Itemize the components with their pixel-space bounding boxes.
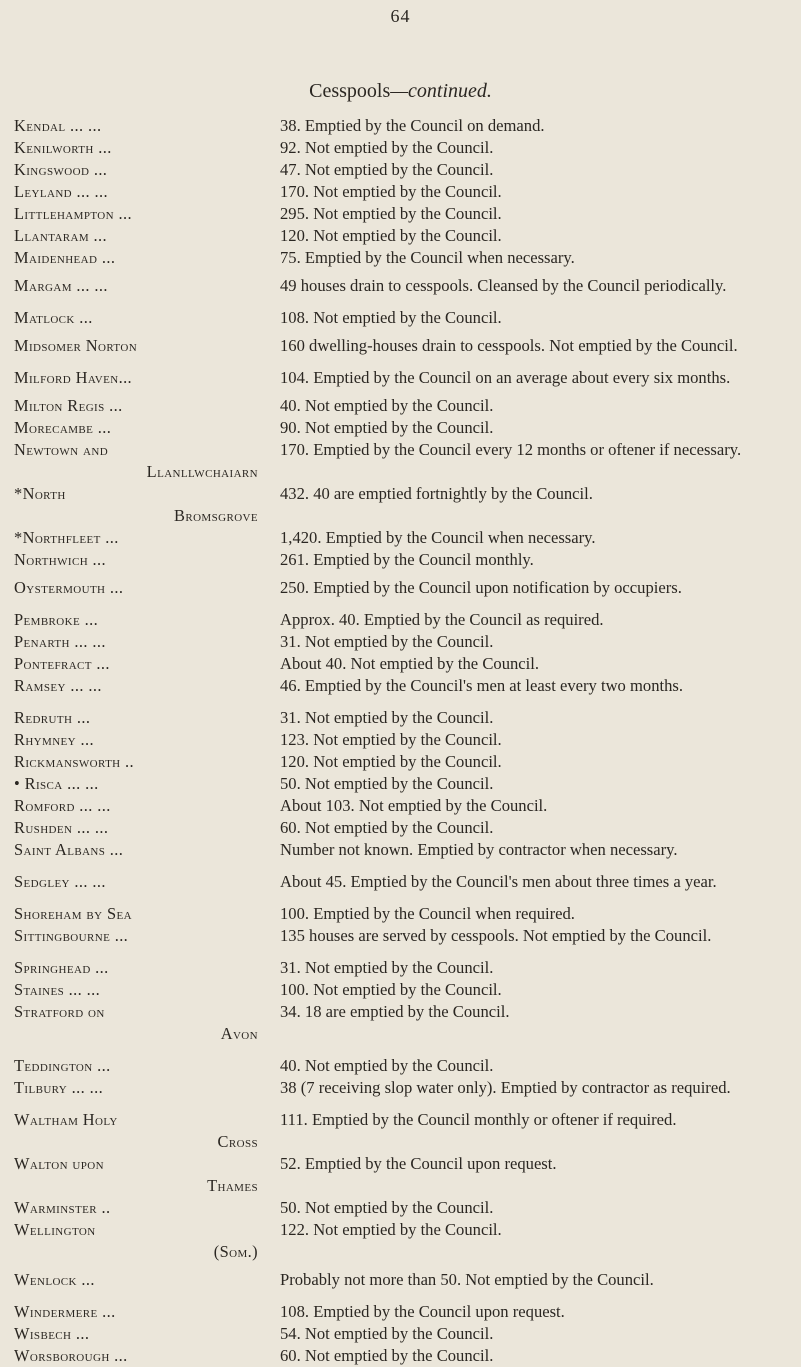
place-name-line: Maidenhead ... [14,248,116,267]
entry-description: 92. Not emptied by the Council. [280,138,494,157]
entry-description: 100. Emptied by the Council when required. [280,904,575,923]
place-name [14,367,276,389]
place-name [14,1219,276,1263]
place-name [14,203,276,225]
place-name [14,817,276,839]
entry-row [14,653,794,675]
entry-description: 31. Not emptied by the Council. [280,958,494,977]
entry-description: Probably not more than 50. Not emptied by the Council. [280,1270,654,1289]
entry-description: 38. Emptied by the Council on demand. [280,116,545,135]
place-name [14,439,276,483]
place-name [14,225,276,247]
place-name [14,181,276,203]
place-name [14,795,276,817]
entry-description: 31. Not emptied by the Council. [280,708,494,727]
place-name-line: Penarth ... ... [14,632,106,651]
entry-description: 75. Emptied by the Council when necessary. [280,248,575,267]
place-name-line: Tilbury ... ... [14,1078,104,1097]
place-name [14,1197,276,1219]
entry-description: 90. Not emptied by the Council. [280,418,494,437]
entry-row [14,577,794,599]
place-name-line: Walton upon [14,1154,104,1173]
entry-description: 1,420. Emptied by the Council when necessary. [280,528,596,547]
entry-description: About 40. Not emptied by the Council. [280,654,540,673]
place-name [14,609,276,631]
entry-description: 38 (7 receiving slop water only). Emptied by contractor as required. [280,1078,731,1097]
place-name [14,979,276,1001]
entry-row [14,903,794,925]
entry-description: 135 houses are served by cesspools. Not emptied by the Council. [280,926,712,945]
heading-main: Cesspools [309,80,391,102]
entry-row [14,115,794,137]
place-name-line: Wenlock ... [14,1270,95,1289]
place-name [14,115,276,137]
place-name [14,751,276,773]
entry-description: 54. Not emptied by the Council. [280,1324,494,1343]
entry-row [14,795,794,817]
place-name-line: Redruth ... [14,708,91,727]
place-name [14,839,276,861]
entry-row [14,1153,794,1197]
entry-description: About 103. Not emptied by the Council. [280,796,548,815]
place-name [14,1153,276,1197]
entry-row [14,773,794,795]
place-name-line: Sittingbourne ... [14,926,129,945]
place-name [14,1109,276,1153]
place-name [14,1301,276,1323]
place-name-line: Llantaram ... [14,226,108,245]
entry-row [14,247,794,269]
entry-description: 31. Not emptied by the Council. [280,632,494,651]
place-name-line: Saint Albans ... [14,840,124,859]
place-name [14,729,276,751]
place-name-line: Romford ... ... [14,796,111,815]
place-name-line: Waltham Holy [14,1110,118,1129]
entry-row [14,1219,794,1263]
place-name-line: Kenilworth ... [14,138,112,157]
place-name [14,527,276,549]
place-name-line: Midsomer Norton [14,336,138,355]
place-name [14,417,276,439]
place-name-line: Rhymney ... [14,730,94,749]
entry-description: 250. Emptied by the Council upon notification by occupiers. [280,578,682,597]
entry-row [14,181,794,203]
heading-continued: —continued. [390,80,492,102]
place-name-line: Springhead ... [14,958,109,977]
entry-row [14,1345,794,1367]
place-name [14,247,276,269]
place-name-line: Milton Regis ... [14,396,123,415]
entry-row [14,1109,794,1153]
place-name [14,395,276,417]
entry-description: Approx. 40. Emptied by the Council as required. [280,610,604,629]
entry-row [14,203,794,225]
place-name-line: Teddington ... [14,1056,111,1075]
place-name [14,675,276,697]
place-name [14,275,276,297]
entry-row [14,1269,794,1291]
place-name [14,307,276,329]
entry-description: 50. Not emptied by the Council. [280,774,494,793]
entry-row [14,1077,794,1099]
entry-description: 123. Not emptied by the Council. [280,730,502,749]
page-number: 64 [390,6,411,26]
entry-description: 52. Emptied by the Council upon request. [280,1154,557,1173]
entry-description: 100. Not emptied by the Council. [280,980,502,999]
entries-list [14,115,794,1367]
place-name [14,1269,276,1291]
entry-description: 34. 18 are emptied by the Council. [280,1002,510,1021]
place-name-line: Warminster .. [14,1198,111,1217]
place-name [14,653,276,675]
entry-row [14,839,794,861]
entry-description: 122. Not emptied by the Council. [280,1220,502,1239]
entry-row [14,483,794,527]
place-name [14,957,276,979]
place-name-line: *Northfleet ... [14,528,119,547]
place-name-line: Wisbech ... [14,1324,90,1343]
place-name-line: Newtown and [14,440,109,459]
entry-row [14,675,794,697]
entry-row [14,751,794,773]
page-heading [0,80,801,103]
place-name-line: Leyland ... ... [14,182,109,201]
entry-description: 50. Not emptied by the Council. [280,1198,494,1217]
place-name [14,1323,276,1345]
entry-row [14,527,794,549]
entry-row [14,335,794,357]
place-name-line: Margam ... ... [14,276,108,295]
entry-description: 60. Not emptied by the Council. [280,1346,494,1365]
place-name [14,335,276,357]
entry-description: 40. Not emptied by the Council. [280,396,494,415]
place-name-line: Worsborough ... [14,1346,128,1365]
entry-row [14,417,794,439]
place-name-line: Littlehampton ... [14,204,132,223]
place-name-line: Stratford on [14,1002,105,1021]
entry-row [14,817,794,839]
place-name-line: Northwich ... [14,550,107,569]
place-name-line: Kingswood ... [14,160,108,179]
entry-row [14,1055,794,1077]
entry-description: 49 houses drain to cesspools. Cleansed by the Council periodically. [280,276,727,295]
place-name-line: *North [14,484,66,503]
entry-row [14,979,794,1001]
entry-row [14,631,794,653]
place-name [14,577,276,599]
place-name-continuation: (Som.) [213,1242,258,1261]
entry-description: 261. Emptied by the Council monthly. [280,550,534,569]
entry-row [14,609,794,631]
entry-description: 170. Emptied by the Council every 12 months or oftener if necessary. [280,440,742,459]
entry-description: 40. Not emptied by the Council. [280,1056,494,1075]
entry-description: 46. Emptied by the Council's men at least every two months. [280,676,684,695]
place-name [14,137,276,159]
entry-row [14,1323,794,1345]
place-name [14,773,276,795]
entry-row [14,275,794,297]
place-name-line: Kendal ... ... [14,116,102,135]
place-name [14,159,276,181]
entry-row [14,957,794,979]
place-name [14,549,276,571]
place-name-continuation: Thames [207,1176,258,1195]
entry-description: 108. Not emptied by the Council. [280,308,502,327]
place-name [14,903,276,925]
entry-description: About 45. Emptied by the Council's men about three times a year. [280,872,717,891]
place-name-line: Oystermouth ... [14,578,124,597]
entry-row [14,307,794,329]
entry-row [14,729,794,751]
entry-row [14,367,794,389]
place-name-line: Milford Haven... [14,368,133,387]
place-name-line: Matlock ... [14,308,93,327]
entry-row [14,137,794,159]
place-name [14,1055,276,1077]
place-name-line: Ramsey ... ... [14,676,102,695]
place-name-line: Rickmansworth .. [14,752,135,771]
place-name-line: Wellington [14,1220,96,1239]
place-name-line: Morecambe ... [14,418,112,437]
entry-description: 295. Not emptied by the Council. [280,204,502,223]
entry-row [14,439,794,483]
entry-row [14,395,794,417]
place-name-continuation: Llanllwchaiarn [146,462,258,481]
entry-description: 47. Not emptied by the Council. [280,160,494,179]
place-name [14,1077,276,1099]
place-name-continuation: Cross [217,1132,258,1151]
entry-description: 60. Not emptied by the Council. [280,818,494,837]
place-name-line: Staines ... ... [14,980,101,999]
entry-row [14,159,794,181]
entry-description: 120. Not emptied by the Council. [280,752,502,771]
entry-row [14,549,794,571]
entry-row [14,871,794,893]
entry-row [14,225,794,247]
entry-description: 104. Emptied by the Council on an average about every six months. [280,368,731,387]
entry-description: Number not known. Emptied by contractor when necessary. [280,840,678,859]
entry-description: 170. Not emptied by the Council. [280,182,502,201]
entry-description: 120. Not emptied by the Council. [280,226,502,245]
entry-row [14,1197,794,1219]
entry-row [14,707,794,729]
place-name-line: • Risca ... ... [14,774,99,793]
place-name-line: Rushden ... ... [14,818,109,837]
entry-description: 160 dwelling-houses drain to cesspools. Not emptied by the Council. [280,336,738,355]
place-name-line: Pontefract ... [14,654,110,673]
place-name [14,1345,276,1367]
entry-description: 111. Emptied by the Council monthly or oftener if required. [280,1110,677,1129]
place-name [14,631,276,653]
place-name-line: Windermere ... [14,1302,116,1321]
place-name [14,707,276,729]
entry-row [14,925,794,947]
place-name [14,871,276,893]
entry-description: 108. Emptied by the Council upon request. [280,1302,565,1321]
entry-row [14,1301,794,1323]
place-name [14,1001,276,1045]
place-name-line: Shoreham by Sea [14,904,132,923]
entry-description: 432. 40 are emptied fortnightly by the Council. [280,484,593,503]
entry-row [14,1001,794,1045]
place-name-continuation: Bromsgrove [174,506,258,525]
place-name [14,925,276,947]
place-name-line: Sedgley ... ... [14,872,106,891]
place-name-continuation: Avon [220,1024,258,1043]
place-name [14,483,276,527]
place-name-line: Pembroke ... [14,610,99,629]
